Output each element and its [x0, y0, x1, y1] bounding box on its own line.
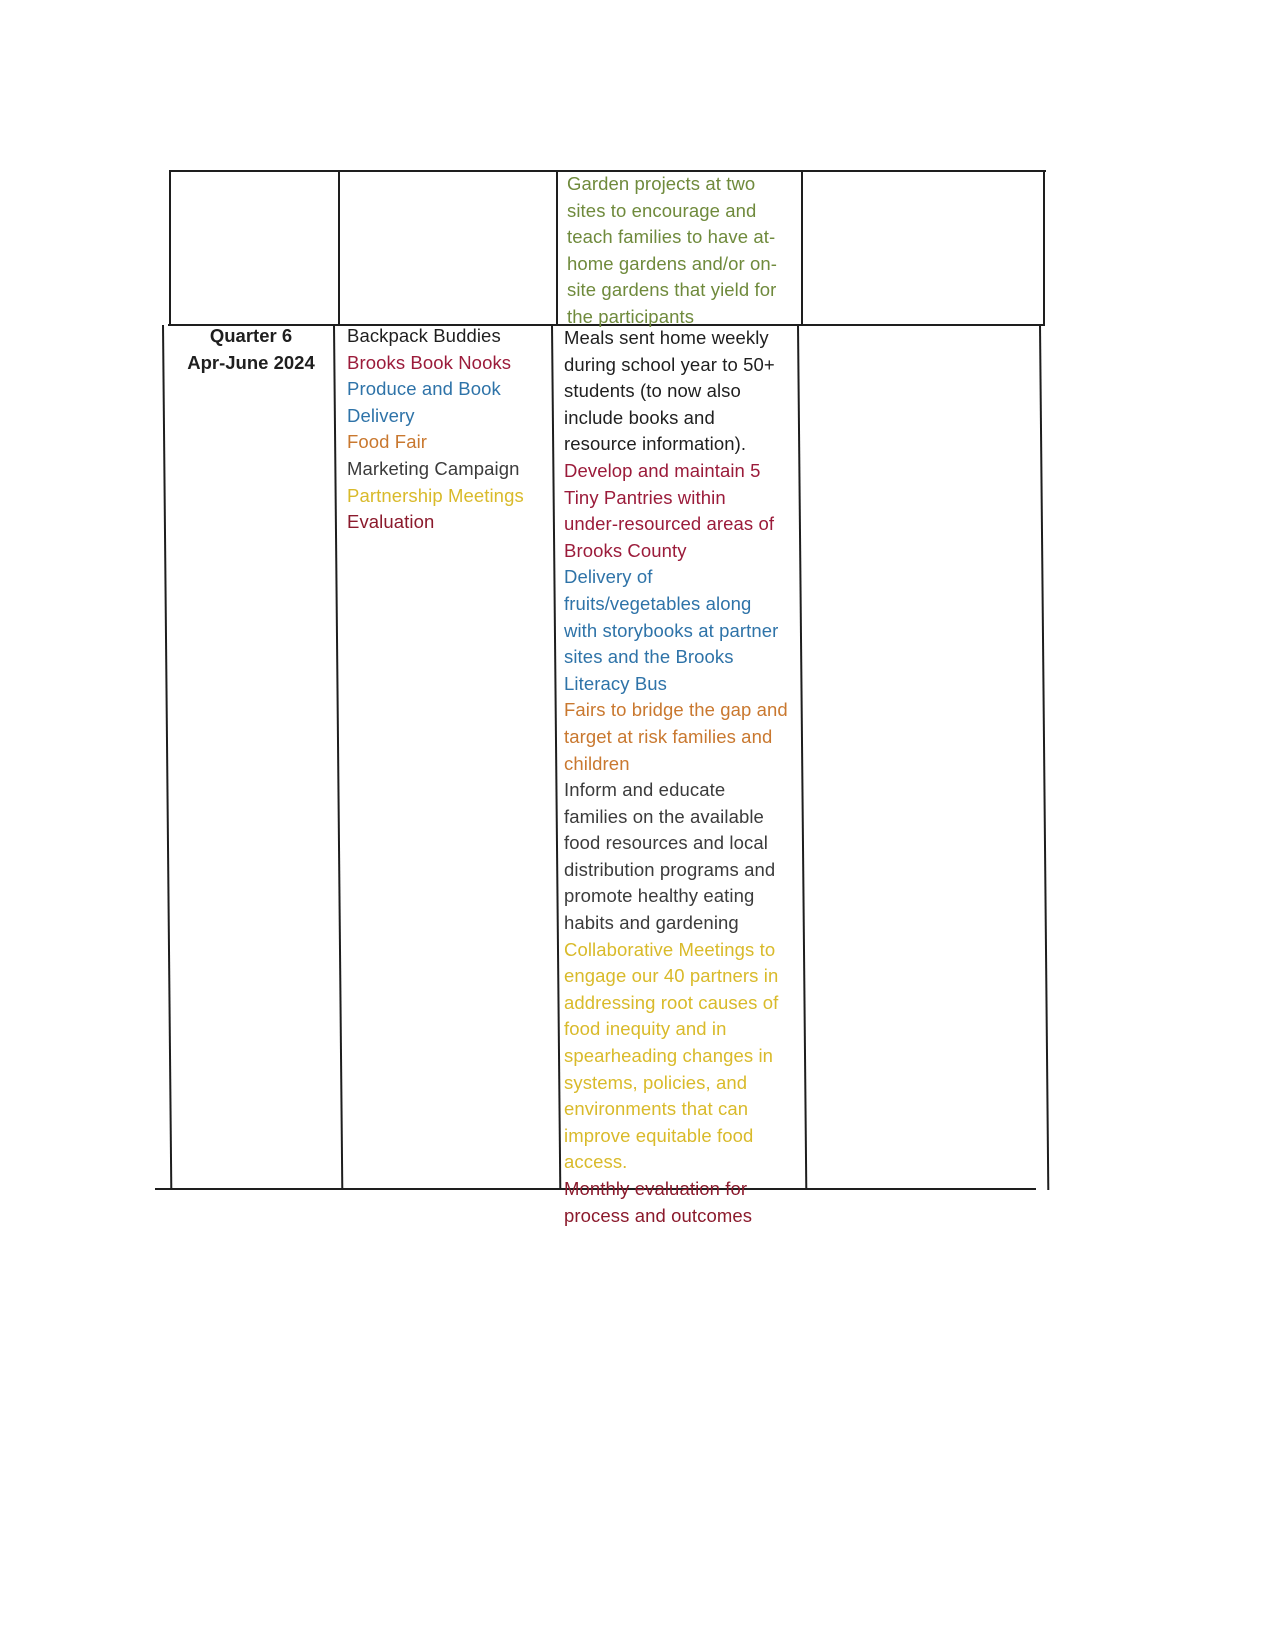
desc-line: spearheading changes in [564, 1045, 774, 1067]
inform-description [564, 777, 788, 937]
desc-line: fruits/vegetables along [564, 592, 752, 614]
desc-line: Collaborative Meetings to [564, 938, 776, 960]
desc-line: sites and the Brooks [564, 646, 734, 668]
desc-line: improve equitable food [564, 1124, 754, 1146]
table-col-line-2a [338, 170, 340, 326]
desc-line: with storybooks at partner [564, 619, 779, 641]
fairs-description [564, 697, 788, 777]
desc-line: habits and gardening [564, 912, 739, 934]
desc-line: addressing root causes of [564, 991, 779, 1013]
desc-line: process and outcomes [564, 1204, 753, 1226]
program-food-fair: Food Fair [347, 431, 428, 453]
garden-line: sites to encourage and [567, 199, 757, 221]
table-col-line-3a [556, 170, 558, 326]
garden-line: teach families to have at- [567, 226, 776, 248]
desc-line: target at risk families and [564, 725, 773, 747]
garden-line: site gardens that yield for [567, 279, 777, 301]
table-col-line-1a [169, 170, 171, 326]
desc-line: families on the available [564, 805, 764, 827]
desc-line: during school year to 50+ [564, 353, 775, 375]
garden-line: the participants [567, 305, 695, 327]
desc-line: Inform and educate [564, 779, 726, 801]
desc-line: include books and [564, 406, 715, 428]
garden-projects-text [567, 171, 777, 331]
program-marketing: Marketing Campaign [347, 457, 520, 479]
quarter-dates: Apr-June 2024 [187, 351, 315, 373]
garden-line: Garden projects at two [567, 173, 756, 194]
desc-line: systems, policies, and [564, 1071, 748, 1093]
programs-list [347, 323, 524, 536]
desc-line: promote healthy eating [564, 885, 755, 907]
table-col-line-3b [551, 325, 561, 1190]
table-col-line-2b [333, 325, 343, 1190]
desc-line: distribution programs and [564, 858, 776, 880]
program-produce-delivery: Produce and Book [347, 378, 501, 400]
program-book-nooks: Brooks Book Nooks [347, 351, 512, 373]
collab-description [564, 937, 788, 1176]
desc-line: engage our 40 partners in [564, 965, 779, 987]
delivery-description [564, 564, 788, 697]
quarter-label [168, 323, 334, 376]
meals-description [564, 325, 788, 458]
desc-line: Monthly evaluation for [564, 1178, 748, 1199]
desc-line: Delivery of [564, 566, 653, 588]
garden-line: home gardens and/or on- [567, 252, 778, 274]
desc-line: food resources and local [564, 832, 768, 854]
desc-line: Tiny Pantries within [564, 486, 726, 508]
desc-line: Brooks County [564, 539, 687, 561]
desc-line: resource information). [564, 433, 747, 455]
desc-line: children [564, 752, 630, 774]
desc-line: Fairs to bridge the gap and [564, 699, 788, 721]
table-col-line-4a [801, 170, 803, 326]
desc-line: Meals sent home weekly [564, 327, 769, 348]
table-col-line-5b [1039, 325, 1049, 1190]
desc-line: environments that can [564, 1098, 749, 1120]
desc-line: access. [564, 1151, 628, 1173]
program-produce-delivery: Delivery [347, 404, 415, 426]
desc-line: Literacy Bus [564, 672, 667, 694]
program-backpack-buddies: Backpack Buddies [347, 325, 501, 346]
program-partnership: Partnership Meetings [347, 484, 524, 506]
table-col-line-1b [162, 325, 172, 1190]
desc-line: under-resourced areas of [564, 513, 775, 535]
monthly-description [564, 1176, 788, 1229]
desc-line: students (to now also [564, 380, 741, 402]
descriptions-column [564, 325, 788, 1229]
table-col-line-4b [797, 325, 807, 1190]
quarter-title: Quarter 6 [209, 325, 293, 346]
table-col-line-5a [1043, 170, 1045, 326]
program-evaluation: Evaluation [347, 511, 435, 533]
pantries-description [564, 458, 788, 564]
desc-line: food inequity and in [564, 1018, 727, 1040]
desc-line: Develop and maintain 5 [564, 459, 761, 481]
